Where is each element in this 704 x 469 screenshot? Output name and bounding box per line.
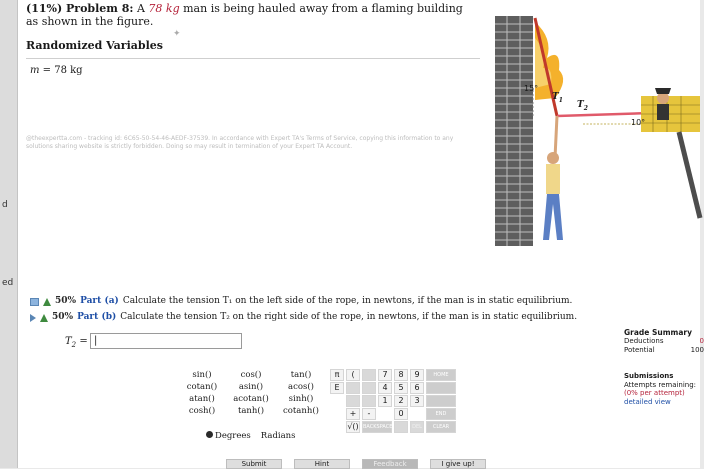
part-a-text: Calculate the tension T₁ on the left side of the rope, in newtons, if the man is in static equilibrium. <box>122 296 573 306</box>
key-blank[interactable] <box>346 382 360 394</box>
key-end[interactable]: END <box>426 408 456 420</box>
fn-acos-button[interactable]: acos() <box>288 382 314 392</box>
key-blank[interactable] <box>346 395 360 407</box>
key-spacer <box>458 382 472 394</box>
key-backspace[interactable]: BACKSPACE <box>362 421 392 433</box>
key-spacer <box>378 408 392 420</box>
key-8[interactable]: 8 <box>394 369 408 381</box>
potential-row: Potential 100 <box>624 346 704 354</box>
keypad <box>330 369 472 433</box>
key-spacer <box>458 408 472 420</box>
edge-letter: d <box>2 200 8 210</box>
part-b-percent: 50% <box>52 312 74 322</box>
key-blank[interactable] <box>362 382 376 394</box>
key-blank[interactable] <box>394 421 408 433</box>
part-b[interactable] <box>30 312 577 323</box>
problem-page <box>18 0 704 468</box>
tension-t2-label: $T_2$ <box>577 100 588 112</box>
part-a[interactable] <box>30 296 572 307</box>
hint-button[interactable]: Hint <box>294 459 350 469</box>
part-a-label: Part (a) <box>80 296 119 306</box>
submit-button[interactable]: Submit <box>226 459 282 469</box>
problem-text-after: man is being hauled away from a flaming building as shown in the figure. <box>26 2 463 28</box>
key-pi[interactable]: π <box>330 369 344 381</box>
brick-wall <box>495 16 533 246</box>
key-0[interactable]: 0 <box>394 408 408 420</box>
image-icon <box>30 298 39 306</box>
angle-mode <box>206 431 296 441</box>
key-blank[interactable] <box>362 369 376 381</box>
angle-right-label: 10° <box>631 118 646 127</box>
mass-variable-value: = 78 kg <box>39 65 83 76</box>
submissions-panel <box>624 372 704 406</box>
fn-atan-button[interactable]: atan() <box>189 394 215 404</box>
calculator-panel <box>178 369 478 449</box>
key-spacer <box>458 395 472 407</box>
key-sqrt[interactable]: √() <box>347 422 359 431</box>
fn-sinh-button[interactable]: sinh() <box>288 394 314 404</box>
grade-summary-title: Grade Summary <box>624 328 693 337</box>
helicopter-structure <box>641 88 700 218</box>
key-7[interactable]: 7 <box>378 369 392 381</box>
randomized-variables-title: Randomized Variables <box>26 39 163 52</box>
mass-variable-name: m <box>30 65 40 76</box>
key-home[interactable]: HOME <box>426 369 456 381</box>
detailed-view-link[interactable]: detailed view <box>624 397 671 406</box>
radians-radio[interactable]: Radians <box>260 431 296 441</box>
key-spacer <box>410 408 424 420</box>
key-spacer <box>330 421 344 433</box>
submissions-title: Submissions <box>624 372 674 380</box>
key-blank[interactable] <box>362 395 376 407</box>
fn-asin-button[interactable]: asin() <box>238 382 264 392</box>
action-buttons <box>226 459 486 469</box>
key-del[interactable]: DEL <box>410 421 424 433</box>
fn-acotan-button[interactable]: acotan() <box>233 394 269 404</box>
key-clear[interactable]: CLEAR <box>426 421 456 433</box>
problem-number: (11%) Problem 8: <box>26 2 134 15</box>
per-attempt: (0% per attempt) <box>624 389 685 397</box>
randomized-variables-panel <box>26 58 480 246</box>
mass-variable <box>30 65 83 76</box>
function-grid <box>178 369 326 417</box>
figure-illustration <box>473 8 700 278</box>
angle-left-label: 15° <box>524 84 539 93</box>
copyright-watermark: @theexpertta.com - tracking id: 6C65-50-54-46-AEDF-37539. In accordance with Expert TA's Terms of Service, copying this information to any solutions sharing website is strictly forbidden. Doing so may result in termination of your Expert TA Account. <box>26 135 454 150</box>
degrees-radio[interactable]: Degrees <box>206 431 251 441</box>
sparkle-icon: ✦ <box>173 29 181 39</box>
key-2[interactable]: 2 <box>394 395 408 407</box>
left-edge-strip <box>0 0 18 468</box>
problem-text-before: A <box>136 2 145 15</box>
part-b-label: Part (b) <box>77 312 117 322</box>
attempts-remaining: Attempts remaining: <box>624 380 697 389</box>
warning-triangle-icon <box>43 298 51 306</box>
fn-tan-button[interactable]: tan() <box>290 370 312 380</box>
answer-input[interactable]: | <box>90 333 242 349</box>
fn-cos-button[interactable]: cos() <box>240 370 262 380</box>
key-minus[interactable]: - <box>362 408 376 420</box>
key-spacer <box>458 369 472 381</box>
fn-cotan-button[interactable]: cotan() <box>186 382 218 392</box>
feedback-button[interactable]: Feedback <box>362 459 418 469</box>
edge-letter: ed <box>2 278 14 288</box>
key-9[interactable]: 9 <box>410 369 424 381</box>
grade-summary <box>624 328 704 355</box>
right-rope <box>557 113 651 116</box>
key-3[interactable]: 3 <box>410 395 424 407</box>
tension-t1-label: $T_1$ <box>552 92 563 104</box>
problem-mass: 78 kg <box>148 2 180 15</box>
key-5[interactable]: 5 <box>394 382 408 394</box>
key-spacer <box>330 408 344 420</box>
key-open-paren[interactable]: ( <box>346 369 360 381</box>
key-plus[interactable]: + <box>346 408 360 420</box>
key-left-arrow[interactable] <box>426 395 456 407</box>
hanging-man <box>543 116 563 240</box>
fn-sin-button[interactable]: sin() <box>192 370 212 380</box>
current-part-arrow-icon <box>30 314 36 322</box>
fn-cotanh-button[interactable]: cotanh() <box>283 406 319 416</box>
warning-triangle-icon <box>40 314 48 322</box>
part-a-percent: 50% <box>55 296 77 306</box>
problem-statement <box>26 2 476 28</box>
part-b-text: Calculate the tension T₂ on the right side of the rope, in newtons, if the man is in static equilibrium. <box>120 312 578 322</box>
key-spacer <box>330 395 344 407</box>
key-4[interactable]: 4 <box>378 382 392 394</box>
give-up-button[interactable]: I give up! <box>430 459 486 469</box>
key-6[interactable]: 6 <box>410 382 424 394</box>
deductions-row: Deductions 0 <box>624 337 704 345</box>
key-right-arrow[interactable] <box>426 382 456 394</box>
answer-label: $T_2$ = <box>65 336 88 349</box>
fn-cosh-button[interactable]: cosh() <box>188 406 216 416</box>
problem-figure <box>473 8 700 278</box>
key-e[interactable]: E <box>330 382 344 394</box>
key-1[interactable]: 1 <box>378 395 392 407</box>
fn-tanh-button[interactable]: tanh() <box>237 406 265 416</box>
